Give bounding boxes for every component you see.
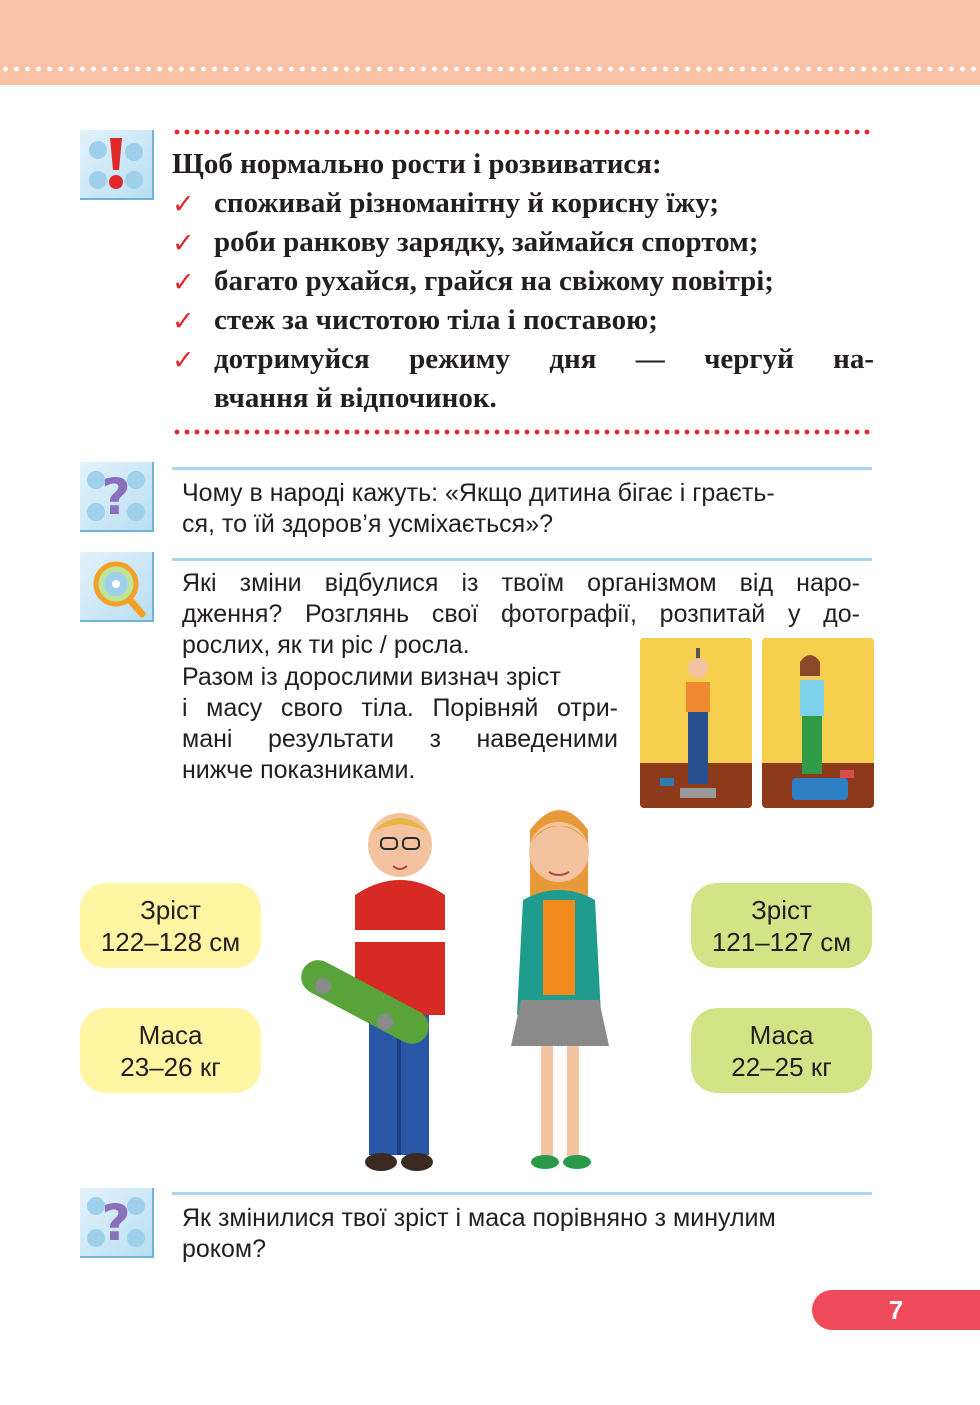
question1-text: Чому в народі кажуть: «Якщо дитина бігає і граєть- ся, то їй здоров’я усміхається»? (182, 479, 775, 538)
question2-text: Як змінилися твої зріст і маса порівняно з минулим роком? (182, 1204, 776, 1263)
important-title: Щоб нормально рости і розвиватися: (172, 148, 662, 180)
svg-text:?: ? (101, 1194, 131, 1252)
girl-weighing-photo (762, 638, 874, 808)
rule-item: ✓ споживай різноманітну й корисну їжу; (172, 184, 874, 223)
explore-text-bottom: Разом із дорослими визнач зріст і масу свого тіла. Порівняй отри- мані результати з наведеними нижче показниками. (182, 663, 618, 784)
top-banner (0, 0, 980, 85)
explore-text-top: Які зміни відбулися із твоїм організмом від наро- дження? Розглянь свої фотографії, розпитай у до- рослих, як ти ріс / росла. (182, 569, 860, 659)
banner-dots (0, 66, 980, 72)
boy-height-badge: Зріст 122–128 см (80, 883, 261, 968)
divider-top (172, 129, 874, 135)
girl-mass-badge: Маса 22–25 кг (691, 1008, 872, 1093)
check-icon: ✓ (172, 189, 195, 220)
check-icon: ✓ (172, 228, 195, 259)
rule-item: ✓ багато рухайся, грайся на свіжому повітрі; (172, 262, 874, 301)
check-icon: ✓ (172, 306, 195, 337)
magnifier-icon (80, 552, 154, 622)
girl-height-badge: Зріст 121–127 см (691, 883, 872, 968)
svg-text:?: ? (101, 468, 131, 526)
rule-item: ✓ роби ранкову зарядку, займайся спортом; (172, 223, 874, 262)
divider-bottom (172, 429, 874, 435)
children-illustration (285, 800, 655, 1180)
rule (172, 467, 872, 470)
question-icon (80, 462, 154, 532)
question-icon (80, 1188, 154, 1258)
rules-list (172, 184, 874, 418)
rule (172, 558, 872, 561)
rule-item-cont: вчання й відпочинок. (214, 382, 497, 414)
page-number: 7 (812, 1290, 980, 1330)
exclamation-icon (80, 130, 154, 200)
rule (172, 1192, 872, 1195)
boy-measuring-photo (640, 638, 752, 808)
check-icon: ✓ (172, 345, 195, 376)
check-icon: ✓ (172, 267, 195, 298)
boy-mass-badge: Маса 23–26 кг (80, 1008, 261, 1093)
important-rules (172, 145, 874, 418)
rule-item: ✓ стеж за чистотою тіла і поставою; (172, 301, 874, 340)
rule-item: ✓ дотримуйся режиму дня — чергуй на- (172, 340, 874, 379)
